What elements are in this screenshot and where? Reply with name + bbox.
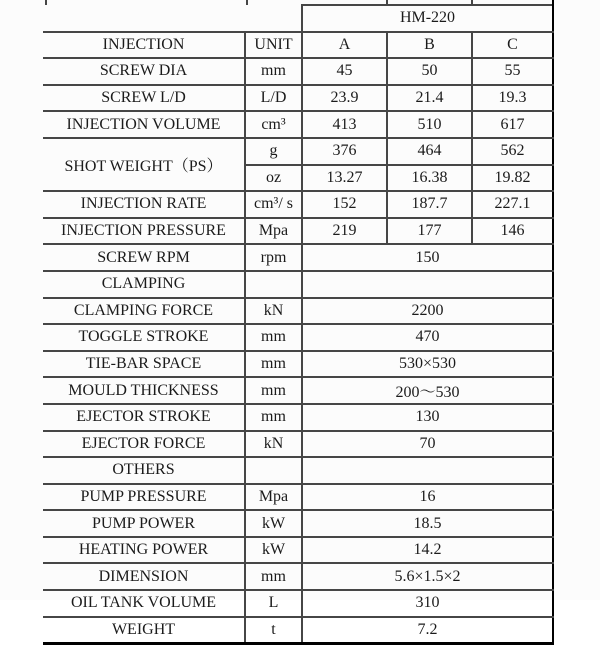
spec-value-a: 13.27 (302, 165, 387, 192)
table-row (43, 111, 553, 138)
empty-unit-cell (245, 457, 302, 484)
spec-value-merged: 150 (302, 244, 553, 271)
spec-label: SHOT WEIGHT（PS） (43, 138, 245, 191)
spec-value-merged: 18.5 (302, 510, 553, 537)
spec-label: HEATING POWER (43, 537, 245, 564)
spec-label: TOGGLE STROKE (43, 324, 245, 351)
model-header-cell: HM-220 (302, 5, 553, 32)
col-header-a: A (302, 32, 387, 59)
table-row (43, 510, 553, 537)
spec-label: SCREW RPM (43, 244, 245, 271)
spec-value-b: 16.38 (387, 165, 472, 192)
spec-value-b: 510 (387, 111, 472, 138)
table-row (43, 85, 553, 112)
table-row (43, 351, 553, 378)
spec-value-c: 146 (472, 218, 553, 245)
spec-label: WEIGHT (43, 617, 245, 644)
spec-value-c: 19.82 (472, 165, 553, 192)
table-row (43, 404, 553, 431)
table-row (43, 431, 553, 458)
spec-value-merged: 16 (302, 484, 553, 511)
spec-unit: L/D (245, 85, 302, 112)
spec-label: PUMP POWER (43, 510, 245, 537)
table-row (43, 138, 553, 165)
spec-label: MOULD THICKNESS (43, 377, 245, 404)
spec-unit: g (245, 138, 302, 165)
spec-value-merged: 200～530 (302, 377, 553, 404)
spec-value-c: 227.1 (472, 191, 553, 218)
spec-unit: mm (245, 58, 302, 85)
spec-unit: kN (245, 431, 302, 458)
spec-value-merged: 310 (302, 590, 553, 617)
spec-unit: cm³/ s (245, 191, 302, 218)
spec-value-merged: 530×530 (302, 351, 553, 378)
spec-value-c: 19.3 (472, 85, 553, 112)
table-row-section (43, 271, 553, 298)
col-header-c: C (472, 32, 553, 59)
spec-label: INJECTION VOLUME (43, 111, 245, 138)
spec-label: PUMP PRESSURE (43, 484, 245, 511)
table-row (43, 617, 553, 644)
spec-unit: mm (245, 377, 302, 404)
spec-value-merged: 2200 (302, 298, 553, 325)
spec-value-a: 152 (302, 191, 387, 218)
table-row (43, 590, 553, 617)
table-row (43, 298, 553, 325)
table-row-model (43, 5, 553, 32)
spec-value-a: 376 (302, 138, 387, 165)
spec-label: SCREW DIA (43, 58, 245, 85)
spec-value-b: 21.4 (387, 85, 472, 112)
spec-label: DIMENSION (43, 563, 245, 590)
spec-value-c: 617 (472, 111, 553, 138)
table-row (43, 218, 553, 245)
spec-unit: Mpa (245, 484, 302, 511)
spec-label: EJECTOR FORCE (43, 431, 245, 458)
spec-value-b: 187.7 (387, 191, 472, 218)
spec-unit: Mpa (245, 218, 302, 245)
spec-value-a: 413 (302, 111, 387, 138)
spec-value-merged: 70 (302, 431, 553, 458)
section-label-clamping: CLAMPING (43, 271, 245, 298)
spec-unit: cm³ (245, 111, 302, 138)
spec-unit: t (245, 617, 302, 644)
spec-unit: mm (245, 324, 302, 351)
spec-value-merged: 7.2 (302, 617, 553, 644)
spec-value-b: 50 (387, 58, 472, 85)
spec-unit: L (245, 590, 302, 617)
table-row (43, 377, 553, 404)
spec-label: CLAMPING FORCE (43, 298, 245, 325)
spec-unit: mm (245, 404, 302, 431)
spec-unit: rpm (245, 244, 302, 271)
table-row (43, 58, 553, 85)
spec-value-a: 23.9 (302, 85, 387, 112)
empty-corner-cell (43, 5, 302, 32)
spec-value-c: 562 (472, 138, 553, 165)
spec-value-a: 219 (302, 218, 387, 245)
spec-label: TIE-BAR SPACE (43, 351, 245, 378)
spec-value-merged: 14.2 (302, 537, 553, 564)
spec-unit: oz (245, 165, 302, 192)
table-row (43, 191, 553, 218)
table-row-section (43, 457, 553, 484)
unit-header-cell: UNIT (245, 32, 302, 59)
table-row (43, 537, 553, 564)
spec-label: OIL TANK VOLUME (43, 590, 245, 617)
spec-value-merged: 5.6×1.5×2 (302, 563, 553, 590)
section-label-others: OTHERS (43, 457, 245, 484)
table-row (43, 244, 553, 271)
spec-label: EJECTOR STROKE (43, 404, 245, 431)
spec-value-b: 464 (387, 138, 472, 165)
section-label-injection: INJECTION (43, 32, 245, 59)
spec-label: INJECTION PRESSURE (43, 218, 245, 245)
spec-value-merged: 130 (302, 404, 553, 431)
spec-table (43, 4, 554, 645)
spec-value-c: 55 (472, 58, 553, 85)
spec-label: SCREW L/D (43, 85, 245, 112)
col-header-b: B (387, 32, 472, 59)
spec-value-b: 177 (387, 218, 472, 245)
spec-unit: kN (245, 298, 302, 325)
spec-value-merged: 470 (302, 324, 553, 351)
spec-unit: kW (245, 510, 302, 537)
table-row (43, 324, 553, 351)
empty-value-cell (302, 457, 553, 484)
spec-label: INJECTION RATE (43, 191, 245, 218)
empty-unit-cell (245, 271, 302, 298)
empty-value-cell (302, 271, 553, 298)
spec-value-a: 45 (302, 58, 387, 85)
table-row (43, 484, 553, 511)
spec-unit: kW (245, 537, 302, 564)
table-row-header (43, 32, 553, 59)
spec-unit: mm (245, 351, 302, 378)
spec-unit: mm (245, 563, 302, 590)
table-row (43, 563, 553, 590)
